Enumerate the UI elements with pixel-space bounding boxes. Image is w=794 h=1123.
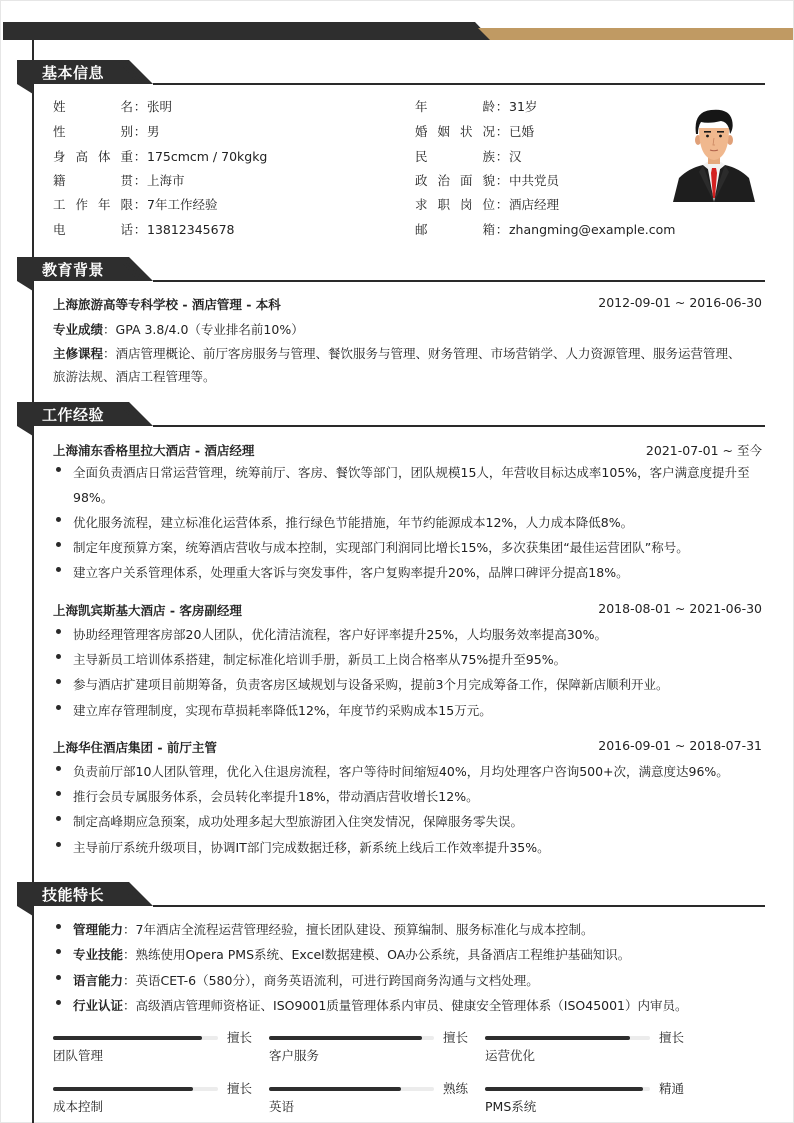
skill-text (73, 968, 763, 993)
job-title: 上海凯宾斯基大酒店 - 客房副经理 (53, 603, 242, 618)
section-title: 教育背景 (42, 261, 105, 279)
skill-label: 专业技能 (73, 947, 124, 962)
skill-bar-cost-control (53, 1081, 253, 1121)
education-courses-cont: 旅游法规、酒店工程管理等。 (53, 369, 216, 384)
bullet-text: 制定高峰期应急预案，成功处理多起大型旅游团入住突发情况，保障服务零失误。 (73, 814, 524, 829)
skill-track (269, 1087, 434, 1091)
bullet-text: 参与酒店扩建项目前期筹备，负责客房区域规划与设备采购，提前3个月完成筹备工作，保障新店顺利开业。 (73, 677, 669, 692)
info-ethnicity (415, 147, 522, 165)
info-label: 民族 (415, 149, 495, 164)
info-value[interactable]: 13812345678 (147, 222, 235, 237)
info-value: 7年工作经验 (147, 197, 218, 212)
job-bullet (53, 784, 763, 809)
bullet-text: 协助经理管理客房部20人团队，优化清洁流程，客户好评率提升25%，人均服务效率提高30%。 (73, 627, 607, 642)
top-dark-band (3, 22, 492, 40)
bullet-text: 主导新员工培训体系搭建，制定标准化培训手册，新员工上岗合格率从75%提升至95%。 (73, 652, 567, 667)
skill-item (53, 942, 763, 967)
colon: ： (133, 222, 147, 237)
bullet-text: 优化服务流程，建立标准化运营体系，推行绿色节能措施，年节约能源成本12%，人力成本降低8%。 (73, 515, 634, 530)
info-phone (53, 220, 234, 238)
bullet-text: 制定年度预算方案，统筹酒店营收与成本控制，实现部门利润同比增长15%，多次获集团“最佳运营团队”称号。 (73, 540, 689, 555)
skill-track (269, 1036, 434, 1040)
skill-item (53, 917, 763, 942)
info-label: 政治面貌 (415, 173, 495, 188)
section-fold (17, 426, 33, 436)
job-title: 上海浦东香格里拉大酒店 - 酒店经理 (53, 443, 255, 458)
top-gold-band (478, 28, 793, 40)
info-value: 中共党员 (509, 173, 560, 188)
section-fold (17, 84, 33, 94)
info-work-years (53, 195, 217, 213)
info-label: 邮箱 (415, 222, 495, 237)
info-value: 已婚 (509, 124, 535, 139)
skill-level: 擅长 (227, 1081, 253, 1096)
colon: ： (133, 197, 147, 212)
job-bullet (53, 809, 763, 834)
section-title: 技能特长 (42, 886, 105, 904)
info-label: 婚姻状况 (415, 124, 495, 139)
skill-label: 管理能力 (73, 922, 124, 937)
info-name (53, 97, 172, 115)
info-label: 求职岗位 (415, 197, 495, 212)
job-title: 上海华住酒店集团 - 前厅主管 (53, 740, 217, 755)
info-value: 张明 (147, 99, 173, 114)
info-age (415, 97, 537, 115)
skill-fill (53, 1087, 193, 1091)
section-title: 工作经验 (42, 406, 105, 424)
skill-value: ：高级酒店管理师资格证、ISO9001质量管理体系内审员、健康安全管理体系（ISO45001）内审员。 (123, 998, 688, 1013)
colon: ： (495, 222, 509, 237)
bullet-text: 建立客户关系管理体系，处理重大客诉与突发事件，客户复购率提升20%，品牌口碑评分提高18%。 (73, 565, 629, 580)
info-value: 汉 (509, 149, 522, 164)
info-target-position (415, 195, 559, 213)
info-label: 年龄 (415, 99, 495, 114)
info-value: 上海市 (147, 173, 185, 188)
skill-track (53, 1036, 218, 1040)
skill-name: 运营优化 (485, 1048, 536, 1063)
gpa-value: ：GPA 3.8/4.0（专业排名前10%） (103, 322, 304, 337)
avatar-photo (669, 102, 759, 202)
skill-item (53, 993, 763, 1018)
skill-track (53, 1087, 218, 1091)
colon: ： (133, 173, 147, 188)
colon: ： (495, 124, 509, 139)
skill-bar-english (269, 1081, 469, 1121)
info-label: 身高体重 (53, 149, 133, 164)
skill-text (73, 993, 763, 1018)
info-label: 籍贯 (53, 173, 133, 188)
job-bullet (53, 698, 763, 723)
skill-fill (269, 1036, 422, 1040)
education-title: 上海旅游高等专科学校 - 酒店管理 - 本科 (53, 297, 281, 312)
job-bullet (53, 622, 763, 647)
section-fold (17, 906, 33, 916)
colon: ： (495, 149, 509, 164)
colon: ： (495, 99, 509, 114)
info-value: 31岁 (509, 99, 538, 114)
skill-text (73, 917, 763, 942)
info-gender (53, 122, 160, 140)
skill-level: 擅长 (443, 1030, 469, 1045)
skill-name: 团队管理 (53, 1048, 104, 1063)
info-label: 电话 (53, 222, 133, 237)
colon: ： (133, 99, 147, 114)
colon: ： (495, 197, 509, 212)
skill-name: 客户服务 (269, 1048, 320, 1063)
skill-bar-customer-service (269, 1030, 469, 1070)
skill-bar-operations (485, 1030, 685, 1070)
info-marital (415, 122, 534, 140)
bullet-text: 建立库存管理制度，实现布草损耗率降低12%，年度节约采购成本15万元。 (73, 703, 492, 718)
skill-name: 英语 (269, 1099, 295, 1114)
education-gpa (53, 320, 304, 338)
education-date: 2012-09-01 ~ 2016-06-30 (598, 295, 762, 310)
info-email (415, 220, 675, 238)
info-label: 工作年限 (53, 197, 133, 212)
skill-fill (269, 1087, 401, 1091)
info-label: 性别 (53, 124, 133, 139)
education-courses (53, 344, 741, 362)
section-divider (153, 905, 765, 907)
skill-level: 擅长 (659, 1030, 685, 1045)
job-bullet (53, 560, 763, 585)
bullet-text: 全面负责酒店日常运营管理，统筹前厅、客房、餐饮等部门，团队规模15人，年营收目标达成率105%，客户满意度提升至98%。 (73, 465, 750, 505)
job-bullet (53, 647, 763, 672)
info-value: 男 (147, 124, 160, 139)
job-bullet (53, 460, 773, 510)
section-header-education (17, 257, 765, 281)
job-bullet (53, 672, 763, 697)
skill-level: 熟练 (443, 1081, 469, 1096)
courses-value: ：酒店管理概论、前厅客房服务与管理、餐饮服务与管理、财务管理、市场营销学、人力资源管理、服务运营管理、 (103, 346, 741, 361)
skill-fill (485, 1036, 630, 1040)
colon: ： (133, 149, 147, 164)
info-value: 酒店经理 (509, 197, 560, 212)
info-height-weight (53, 147, 267, 165)
info-political (415, 171, 559, 189)
skill-value: ：熟练使用Opera PMS系统、Excel数据建模、OA办公系统，具备酒店工程维护基础知识。 (123, 947, 631, 962)
skill-bar-team-management (53, 1030, 253, 1070)
skill-label: 行业认证 (73, 998, 124, 1013)
info-value: 175cmcm / 70kgkg (147, 149, 268, 164)
job-bullet (53, 510, 763, 535)
job-bullet (53, 835, 763, 860)
skill-level: 精通 (659, 1081, 685, 1096)
courses-label: 主修课程 (53, 346, 104, 361)
job-date: 2018-08-01 ~ 2021-06-30 (598, 601, 762, 616)
bullet-text: 主导前厅系统升级项目，协调IT部门完成数据迁移，新系统上线后工作效率提升35%。 (73, 840, 550, 855)
job-bullet (53, 759, 763, 784)
section-header-skills (17, 882, 765, 906)
section-header-work (17, 402, 765, 426)
colon: ： (495, 173, 509, 188)
skill-value: ：7年酒店全流程运营管理经验，擅长团队建设、预算编制、服务标准化与成本控制。 (123, 922, 594, 937)
skill-item (53, 968, 763, 993)
info-value[interactable]: zhangming@example.com (509, 222, 676, 237)
avatar-illustration-icon (669, 102, 759, 202)
gpa-label: 专业成绩 (53, 322, 104, 337)
skill-name: PMS系统 (485, 1099, 537, 1114)
skill-fill (485, 1087, 643, 1091)
bullet-text: 推行会员专属服务体系，会员转化率提升18%，带动酒店营收增长12%。 (73, 789, 479, 804)
skill-bar-pms (485, 1081, 685, 1121)
skill-fill (53, 1036, 202, 1040)
job-bullet (53, 535, 763, 560)
info-hometown (53, 171, 185, 189)
skill-level: 擅长 (227, 1030, 253, 1045)
job-date: 2016-09-01 ~ 2018-07-31 (598, 738, 762, 753)
section-header-basic (17, 60, 765, 84)
skill-name: 成本控制 (53, 1099, 104, 1114)
skill-track (485, 1087, 650, 1091)
skill-text (73, 942, 763, 967)
skill-track (485, 1036, 650, 1040)
info-label: 姓名 (53, 99, 133, 114)
job-date: 2021-07-01 ~ 至今 (645, 443, 762, 458)
section-title: 基本信息 (42, 64, 105, 82)
skill-label: 语言能力 (73, 973, 124, 988)
section-divider (153, 83, 765, 85)
section-divider (153, 280, 765, 282)
section-divider (153, 425, 765, 427)
skill-value: ：英语CET-6（580分），商务英语流利，可进行跨国商务沟通与文档处理。 (123, 973, 539, 988)
bullet-text: 负责前厅部10人团队管理，优化入住退房流程，客户等待时间缩短40%，月均处理客户咨询500+次，满意度达96%。 (73, 764, 729, 779)
left-timeline-line (32, 40, 34, 1123)
section-fold (17, 281, 33, 291)
colon: ： (133, 124, 147, 139)
